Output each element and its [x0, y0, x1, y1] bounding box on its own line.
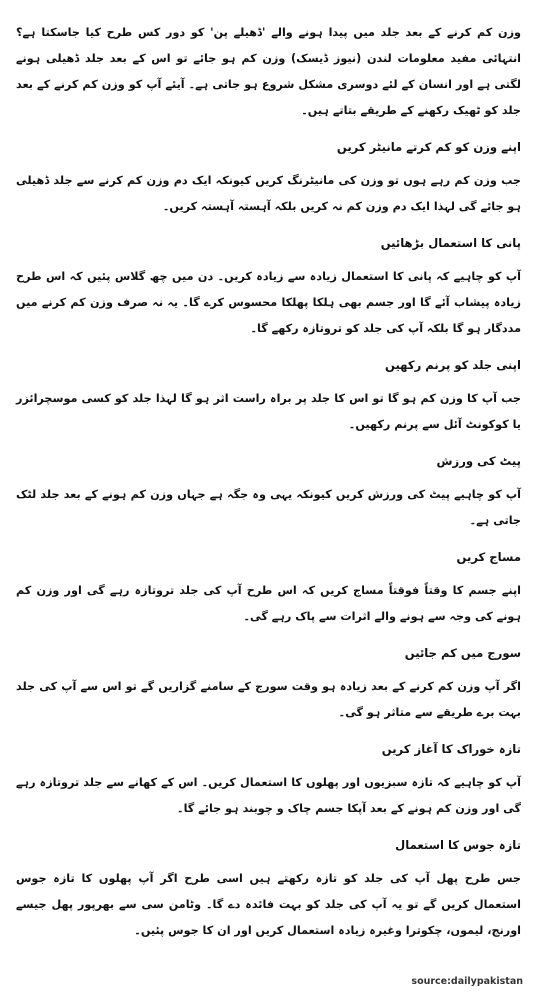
section-paragraph: آپ کو چاہیے پیٹ کی ورزش کریں کیونکہ یہی وہ جگہ ہے جہاں وزن کم ہونے کے بعد جلد لٹک جاتی ہے۔	[16, 488, 521, 527]
section-heading: اپنے وزن کو کم کرتے مانیٹر کریں	[336, 140, 521, 154]
section-paragraph: آپ کو چاہیے کہ تازہ سبزیوں اور پھلوں کا استعمال کریں۔ اس کے کھانے سے جلد تروتازہ رہے گی اور وزن کم ہونے کے بعد آپکا جسم چاک و چوبند ہو جائے گا۔	[16, 776, 521, 815]
section-heading: تازہ خوراک کا آغاز کریں	[381, 742, 521, 756]
section-paragraph: اگر آپ وزن کم کرنے کے بعد زیادہ ہو وقت سورج کے سامنے گزاریں گے تو اس سے آپ کی جلد بہت برے طریقے سے متاثر ہو گی۔	[16, 680, 521, 719]
section-paragraph: آپ کو چاہیے کہ پانی کا استعمال زیادہ سے زیادہ کریں۔ دن میں چھ گلاس پئیں کہ اس طرح زیادہ پیشاب آئے گا اور جسم بھی ہلکا پھلکا محسوس کرے گا۔ یہ نہ صرف وزن کم کرنے میں مددگار ہو گا بلکہ آپ کی جلد کو تروتازہ رکھے گا۔	[16, 270, 521, 335]
source-credit: source:dailypakistan	[411, 976, 523, 987]
section-heading: پیٹ کی ورزش	[436, 454, 521, 468]
section-paragraph: جس طرح پھل آپ کی جلد کو تازہ رکھتے ہیں اسی طرح اگر آپ پھلوں کا تازہ جوس استعمال کریں گے تو یہ آپ کی جلد کو بہت فائدہ دے گا۔ وٹامن سی سے بھرپور پھل جیسے اورنج، لیموں، چکوترا وغیرہ زیادہ استعمال کریں اور ان کا جوس پئیں۔	[16, 872, 521, 937]
article-body	[16, 20, 521, 956]
section-heading: تازہ جوس کا استعمال	[395, 838, 521, 852]
section-paragraph: جب وزن کم رہے ہوں تو وزن کی مانیٹرنگ کریں کیونکہ ایک دم وزن کم کرنے سے جلد ڈھیلی ہو جائے گی لہذا ایک دم وزن کم نہ کریں بلکہ آہستہ آہستہ کریں۔	[16, 174, 521, 213]
section-paragraph: اپنے جسم کا وقتاً فوقتاً مساج کریں کہ اس طرح آپ کی جلد تروتازہ رہے گی اور وزن کم ہونے کی وجہ سے ہونے والے اثرات سے پاک رہے گی۔	[16, 584, 521, 623]
section-paragraph: جب آپ کا وزن کم ہو گا تو اس کا جلد پر براہ راست اثر ہو گا لہذا جلد کو کسی موسچرائزر یا کوکونٹ آئل سے پرنم رکھیں۔	[16, 392, 521, 431]
section-heading: سورج میں کم جائیں	[404, 646, 521, 660]
intro-paragraph: وزن کم کرنے کے بعد جلد میں پیدا ہونے والے 'ڈھیلے پن' کو دور کس طرح کیا جاسکتا ہے؟ انتہائی مفید معلومات لندن (نیوز ڈیسک) وزن کم ہو جائے تو اس کے بعد جلد ڈھیلی ہونے لگتی ہے اور انسان کے لئے دوسری مشکل شروع ہو جاتی ہے۔ آیئے آپ کو وزن کم کرنے کے بعد جلد کو ٹھیک رکھنے کے طریقے بتاتے ہیں۔	[16, 26, 521, 117]
section-heading: پانی کا استعمال بڑھائیں	[380, 236, 521, 250]
section-heading: مساج کریں	[456, 550, 521, 564]
section-heading: اپنی جلد کو پرنم رکھیں	[385, 358, 521, 372]
